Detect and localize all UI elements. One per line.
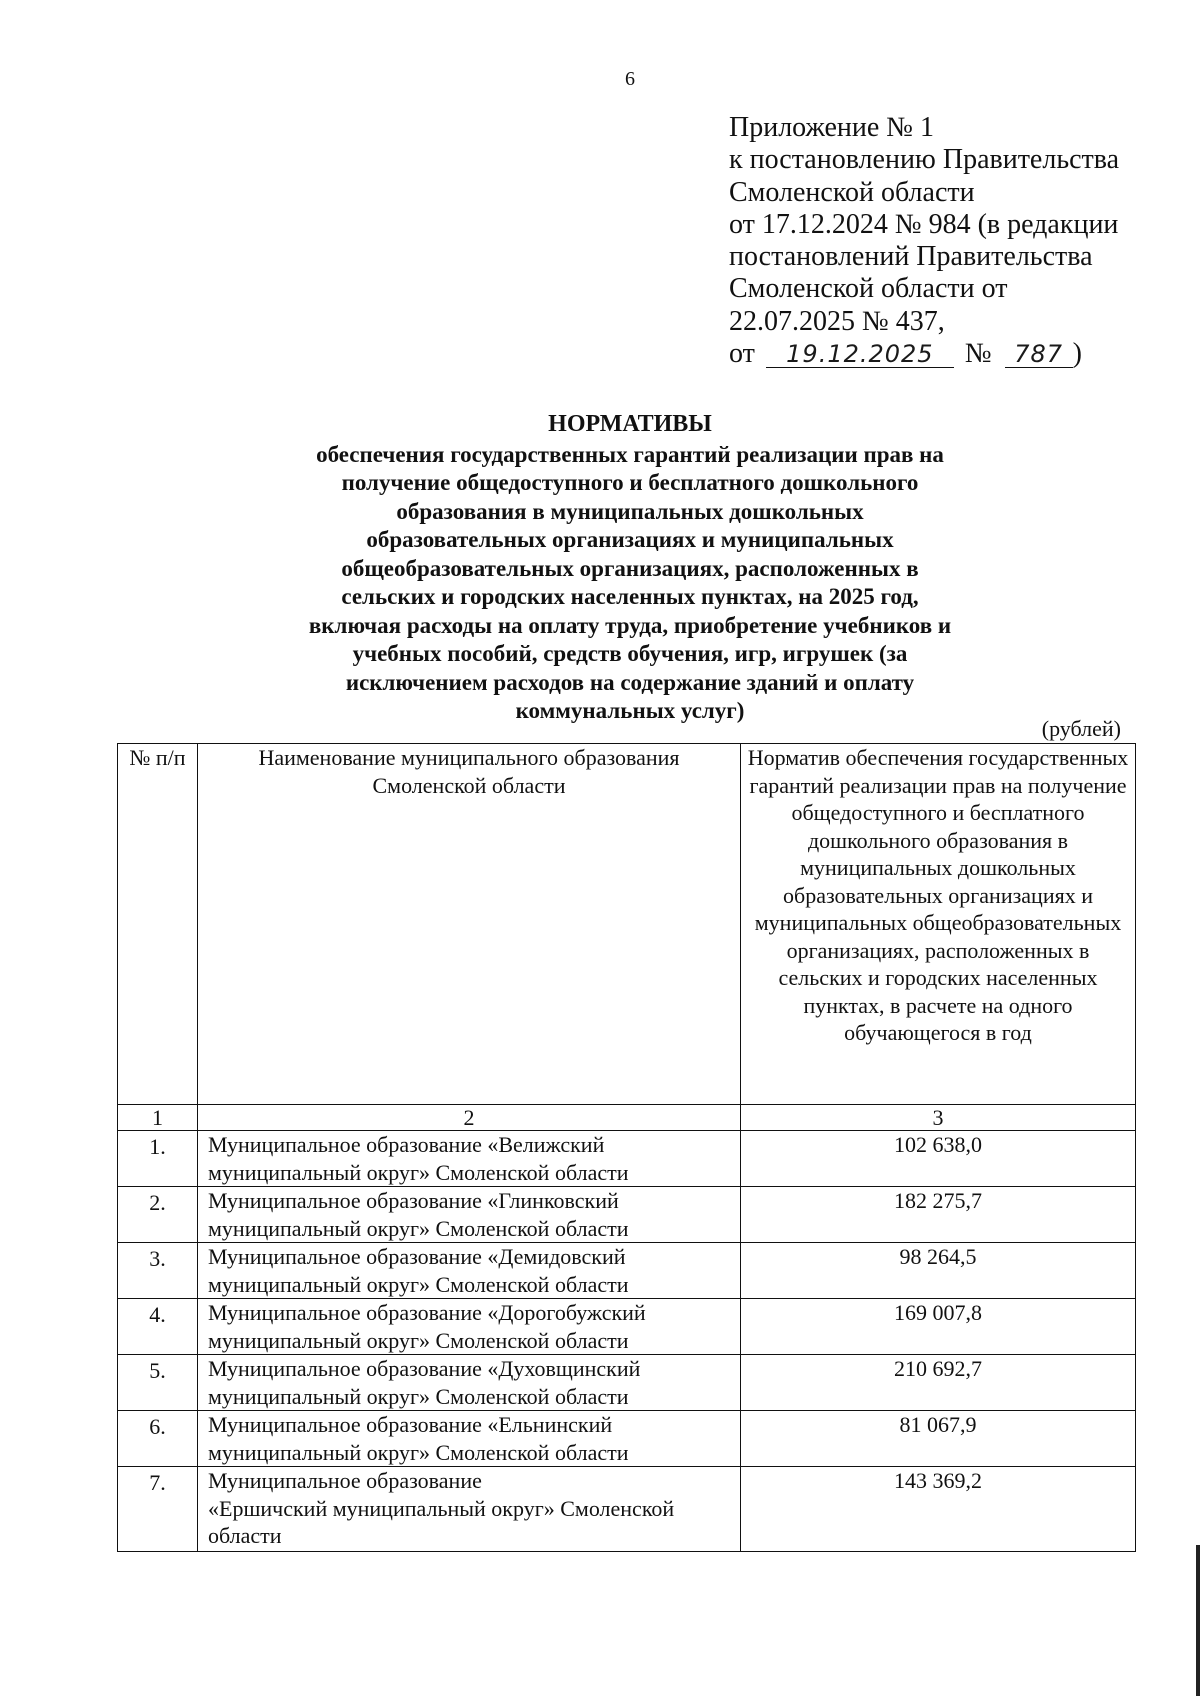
appendix-line: 22.07.2025 № 437, [729,305,945,337]
header-name: Наименование муниципального образования Смоленской области [198,744,741,1105]
table-row [118,1411,1136,1467]
table-row [118,1467,1136,1552]
column-index: 3 [741,1105,1136,1131]
from-label: от [729,338,755,370]
page-number: 6 [625,68,635,90]
title-line: обеспечения государственных гарантий реализации прав на [316,441,944,467]
row-name [198,1467,741,1552]
column-index: 1 [118,1105,198,1131]
row-value: 210 692,7 [741,1355,1136,1411]
table-row [118,1131,1136,1187]
column-index: 2 [198,1105,741,1131]
row-name-line: «Ершичский муниципальный округ» Смоленской области [208,1495,675,1548]
row-number: 3. [118,1243,198,1299]
row-value: 143 369,2 [741,1467,1136,1552]
title-line: исключением расходов на содержание зданий и оплату [345,669,915,695]
row-number: 5. [118,1355,198,1411]
row-value: 169 007,8 [741,1299,1136,1355]
title-line: получение общедоступного и бесплатного дошкольного [341,470,919,495]
row-name: Муниципальное образование «Духовщинский муниципальный округ» Смоленской области [198,1355,741,1411]
close-paren: ) [1072,338,1082,370]
normatives-table [117,743,1136,1552]
row-number: 2. [118,1187,198,1243]
row-name: Муниципальное образование «Глинковский муниципальный округ» Смоленской области [198,1187,741,1243]
header-normative: Норматив обеспечения государственных гарантий реализации прав на получение общедоступного и бесплатного дошкольного образования в муниципальных дошкольных образовательных организациях и муниципальных общеобразовательных организациях, расположенных в сельских и городских населенных пунктах, в расчете на одного обучающегося в год [741,744,1136,1105]
row-name: Муниципальное образование «Велижский муниципальный округ» Смоленской области [198,1131,741,1187]
title-line: общеобразовательных организациях, расположенных в [341,555,919,581]
document-title [0,410,1200,726]
title-line: учебных пособий, средств обучения, игр, игрушек (за [352,641,908,666]
row-number: 4. [118,1299,198,1355]
row-name-line: Муниципальное образование [208,1468,482,1493]
table-row [118,1243,1136,1299]
appendix-line: от 17.12.2024 № 984 (в редакции [729,208,1119,240]
appendix-line: Смоленской области [729,176,975,208]
title-line: сельских и городских населенных пунктах, на 2025 год, [341,584,919,609]
row-name: Муниципальное образование «Дорогобужский муниципальный округ» Смоленской области [198,1299,741,1355]
table-header-row [118,744,1136,1105]
row-value: 182 275,7 [741,1187,1136,1243]
appendix-line: к постановлению Правительства [729,144,1120,176]
column-index-row [118,1105,1136,1131]
row-name: Муниципальное образование «Демидовский муниципальный округ» Смоленской области [198,1243,741,1299]
header-number: № п/п [118,744,198,1105]
row-name: Муниципальное образование «Ельнинский муниципальный округ» Смоленской области [198,1411,741,1467]
scan-edge-mark [1196,1545,1200,1696]
title-heading: НОРМАТИВЫ [548,411,712,437]
row-number: 1. [118,1131,198,1187]
row-number: 7. [118,1467,198,1552]
row-value: 98 264,5 [741,1243,1136,1299]
title-line: образовательных организациях и муниципальных [366,527,894,552]
title-line: включая расходы на оплату труда, приобретение учебников и [308,612,952,638]
table-row [118,1299,1136,1355]
appendix-line: Приложение № 1 [729,112,934,143]
appendix-line: постановлений Правительства [729,241,1093,273]
number-label: № [964,338,992,370]
appendix-handwritten-line [729,338,1119,370]
table-row [118,1355,1136,1411]
table-row [118,1187,1136,1243]
appendix-line: Смоленской области от [729,273,1008,305]
unit-label: (рублей) [1041,716,1121,741]
row-number: 6. [118,1411,198,1467]
appendix-block [729,112,1119,370]
handwritten-number: 787 [1005,341,1073,368]
title-line: коммунальных услуг) [515,698,745,723]
row-value: 81 067,9 [741,1411,1136,1467]
handwritten-date: 19.12.2025 [766,341,954,368]
title-line: образования в муниципальных дошкольных [396,498,864,524]
row-value: 102 638,0 [741,1131,1136,1187]
